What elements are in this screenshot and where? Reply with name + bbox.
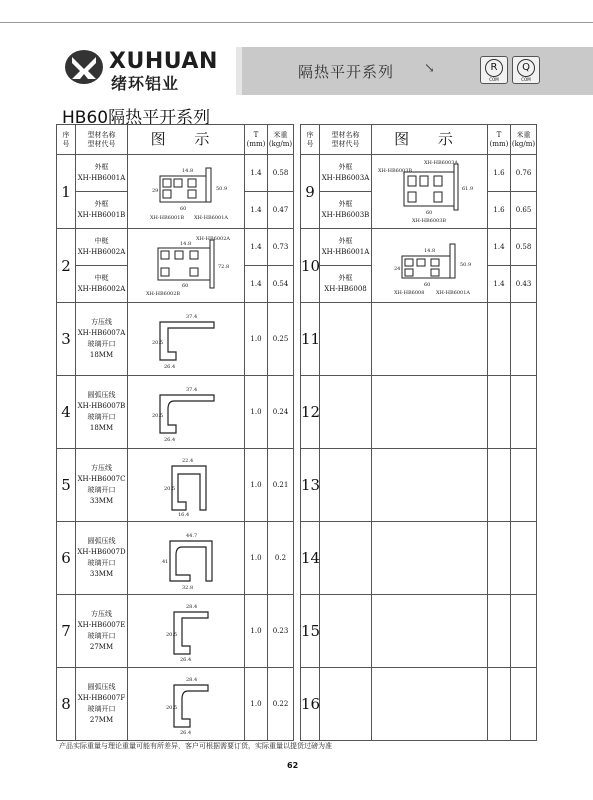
- empty-cell: [511, 668, 537, 741]
- bead-profile-6007a-drawing: [130, 306, 242, 372]
- empty-cell: [320, 376, 372, 449]
- row-seq: 4: [57, 376, 76, 449]
- header-thickness: T (mm): [245, 125, 268, 155]
- thickness-value: 1.6: [488, 155, 511, 192]
- profile-code-label: XH-HB6001B: [150, 214, 185, 221]
- dim-label: 50.9: [216, 185, 228, 192]
- dim-label: 20.5: [152, 413, 164, 419]
- cert-q-mark: Q: [517, 59, 535, 77]
- header-seq: 序 号: [301, 125, 320, 155]
- model-cell: 圆弧压线 XH-HB6007D 玻璃开口 33MM: [76, 522, 128, 595]
- weight-value: 0.43: [511, 266, 537, 303]
- model-cell: 方压线 XH-HB6007A 玻璃开口 18MM: [76, 303, 128, 376]
- empty-cell: [320, 595, 372, 668]
- row-seq: 8: [57, 668, 76, 741]
- brand-name-en: XUHUAN: [109, 49, 218, 74]
- dim-label: 44.7: [186, 533, 198, 539]
- profile-code-label: XH-HB6002B: [146, 290, 181, 297]
- row-seq: 11: [301, 303, 320, 376]
- header-model: 型材名称 型材代号: [76, 125, 128, 155]
- dim-label: 16.4: [178, 512, 190, 518]
- bead-profile-6007f-drawing: [130, 671, 242, 737]
- bead-profile-6007e-drawing: [130, 598, 242, 664]
- profile-table-right: [300, 124, 537, 741]
- dim-label: 26.4: [164, 364, 176, 370]
- row-seq: 12: [301, 376, 320, 449]
- weight-value: 0.58: [268, 155, 294, 192]
- profile-drawing: [128, 668, 245, 741]
- dim-label: 14.8: [423, 247, 435, 254]
- profile-drawing: [128, 595, 245, 668]
- header-rule: [0, 22, 593, 23]
- empty-cell: [372, 303, 488, 376]
- brand-name-cn: 绪环铝业: [111, 74, 180, 93]
- series-banner: [236, 47, 593, 95]
- empty-cell: [488, 595, 511, 668]
- dim-label: 14.8: [182, 167, 194, 174]
- dim-label: 41: [162, 559, 169, 565]
- profile-code-label: XH-HB6003B: [411, 217, 446, 224]
- dim-label: 20.5: [166, 632, 178, 638]
- dim-label: 26.4: [180, 657, 192, 663]
- profile-drawing: [128, 522, 245, 595]
- frame-profile-6008-drawing: [374, 234, 486, 298]
- header-figure: 图 示: [128, 125, 245, 155]
- profile-table-left: [56, 124, 294, 741]
- empty-cell: [320, 522, 372, 595]
- cert-r-mark: R: [485, 59, 503, 77]
- thickness-value: 1.0: [245, 303, 268, 376]
- bead-profile-6007c-drawing: [130, 452, 242, 518]
- profile-code-label: XH-HB6003A: [423, 159, 458, 166]
- dim-label: 26.4: [164, 437, 176, 443]
- empty-cell: [511, 376, 537, 449]
- empty-cell: [320, 303, 372, 376]
- profile-code-label: XH-HB6001A: [194, 214, 228, 221]
- row-seq: 6: [57, 522, 76, 595]
- row-seq: 1: [57, 155, 76, 229]
- empty-cell: [372, 376, 488, 449]
- bead-profile-6007b-drawing: [130, 379, 242, 445]
- empty-cell: [488, 668, 511, 741]
- dim-label: 20.5: [166, 705, 178, 711]
- empty-cell: [372, 595, 488, 668]
- profile-drawing: [372, 155, 488, 229]
- model-cell: 中梃 XH-HB6002A: [76, 229, 128, 266]
- weight-value: 0.24: [268, 376, 294, 449]
- dim-label: 60: [423, 281, 430, 288]
- thickness-value: 1.0: [245, 449, 268, 522]
- cert-q-caption: COM: [521, 77, 531, 82]
- weight-value: 0.2: [268, 522, 294, 595]
- dim-label: 14.8: [180, 240, 192, 247]
- empty-cell: [372, 668, 488, 741]
- empty-cell: [488, 449, 511, 522]
- profile-code-label: XH-HB6003B: [377, 167, 412, 174]
- weight-value: 0.65: [511, 192, 537, 229]
- profile-drawing: [128, 449, 245, 522]
- model-cell: 外框 XH-HB6001A: [76, 155, 128, 192]
- thickness-value: 1.4: [488, 229, 511, 266]
- model-cell: 外框 XH-HB6003B: [320, 192, 372, 229]
- empty-cell: [320, 668, 372, 741]
- model-cell: 外框 XH-HB6003A: [320, 155, 372, 192]
- dim-label: 37.4: [186, 314, 198, 320]
- model-cell: 方压线 XH-HB6007C 玻璃开口 33MM: [76, 449, 128, 522]
- empty-cell: [511, 303, 537, 376]
- thickness-value: 1.4: [245, 266, 268, 303]
- model-cell: 圆弧压线 XH-HB6007F 玻璃开口 27MM: [76, 668, 128, 741]
- profile-drawing: [128, 303, 245, 376]
- certification-r-badge: [480, 56, 508, 84]
- row-seq: 3: [57, 303, 76, 376]
- footer-note: 产品实际重量与理论重量可能有所差异，客户可根据需要订货，实际重量以提货过磅为准: [59, 742, 332, 750]
- header-seq: 序 号: [57, 125, 76, 155]
- header-figure: 图 示: [372, 125, 488, 155]
- profile-code-label: XH-HB6008: [393, 289, 424, 296]
- weight-value: 0.73: [268, 229, 294, 266]
- weight-value: 0.21: [268, 449, 294, 522]
- empty-cell: [372, 449, 488, 522]
- cert-r-caption: COM: [489, 77, 499, 82]
- dim-label: 61.9: [461, 185, 473, 192]
- weight-value: 0.22: [268, 668, 294, 741]
- row-seq: 7: [57, 595, 76, 668]
- weight-value: 0.23: [268, 595, 294, 668]
- empty-cell: [372, 522, 488, 595]
- dim-label: 60: [425, 209, 432, 216]
- weight-value: 0.25: [268, 303, 294, 376]
- certification-q-badge: [512, 56, 540, 84]
- profile-code-label: XH-HB6002A: [196, 235, 230, 242]
- profile-drawing: [128, 376, 245, 449]
- empty-cell: [511, 595, 537, 668]
- thickness-value: 1.0: [245, 668, 268, 741]
- dim-label: 20.5: [164, 486, 176, 492]
- series-title: 隔热平开系列: [298, 63, 395, 81]
- profile-drawing: [128, 229, 245, 303]
- model-cell: 圆弧压线 XH-HB6007B 玻璃开口 18MM: [76, 376, 128, 449]
- dim-label: 20.5: [152, 340, 164, 346]
- dim-label: 29: [152, 187, 159, 194]
- thickness-value: 1.4: [245, 192, 268, 229]
- dim-label: 32.8: [182, 585, 194, 591]
- thickness-value: 1.4: [488, 266, 511, 303]
- empty-cell: [320, 449, 372, 522]
- header-model: 型材名称 型材代号: [320, 125, 372, 155]
- model-cell: 外框 XH-HB6008: [320, 266, 372, 303]
- brand-logo-icon: [64, 47, 104, 87]
- row-seq: 14: [301, 522, 320, 595]
- profile-drawing: [372, 229, 488, 303]
- row-seq: 2: [57, 229, 76, 303]
- model-cell: 外框 XH-HB6001A: [320, 229, 372, 266]
- row-seq: 15: [301, 595, 320, 668]
- profile-code-label: XH-HB6001A: [435, 289, 470, 296]
- dim-label: 60: [182, 282, 189, 289]
- model-cell: 外框 XH-HB6001B: [76, 192, 128, 229]
- profile-drawing: [128, 155, 245, 229]
- page-number: 62: [287, 761, 299, 770]
- dim-label: 72.8: [218, 263, 230, 270]
- bead-profile-6007d-drawing: [130, 525, 242, 591]
- row-seq: 13: [301, 449, 320, 522]
- model-cell: 方压线 XH-HB6007E 玻璃开口 27MM: [76, 595, 128, 668]
- thickness-value: 1.0: [245, 522, 268, 595]
- thickness-value: 1.4: [245, 229, 268, 266]
- empty-cell: [488, 303, 511, 376]
- dim-label: 22.4: [182, 458, 194, 464]
- header-weight: 米重 (kg/m): [268, 125, 294, 155]
- weight-value: 0.54: [268, 266, 294, 303]
- row-seq: 5: [57, 449, 76, 522]
- dim-label: 26.4: [180, 730, 192, 736]
- thickness-value: 1.0: [245, 376, 268, 449]
- dim-label: 37.4: [186, 387, 198, 393]
- dim-label: 28.4: [186, 677, 198, 683]
- weight-value: 0.76: [511, 155, 537, 192]
- row-seq: 10: [301, 229, 320, 303]
- header-weight: 米重 (kg/m): [511, 125, 537, 155]
- empty-cell: [511, 449, 537, 522]
- empty-cell: [511, 522, 537, 595]
- weight-value: 0.58: [511, 229, 537, 266]
- model-cell: 中梃 XH-HB6002A: [76, 266, 128, 303]
- dim-label: 50.9: [459, 261, 471, 268]
- page-header: [0, 0, 593, 100]
- empty-cell: [488, 522, 511, 595]
- header-thickness: T (mm): [488, 125, 511, 155]
- row-seq: 9: [301, 155, 320, 229]
- thickness-value: 1.0: [245, 595, 268, 668]
- thickness-value: 1.6: [488, 192, 511, 229]
- page-title: HB60隔热平开系列: [62, 108, 211, 128]
- empty-cell: [488, 376, 511, 449]
- arrow-icon: ↘: [424, 61, 435, 76]
- dim-label: 24: [393, 265, 400, 272]
- thickness-value: 1.4: [245, 155, 268, 192]
- frame-profile-6003-drawing: [374, 158, 486, 226]
- row-seq: 16: [301, 668, 320, 741]
- weight-value: 0.47: [268, 192, 294, 229]
- dim-label: 28.4: [186, 604, 198, 610]
- dim-label: 60: [180, 205, 187, 212]
- mullion-profile-6002-drawing: [130, 234, 242, 298]
- frame-profile-6001-drawing: [130, 160, 242, 224]
